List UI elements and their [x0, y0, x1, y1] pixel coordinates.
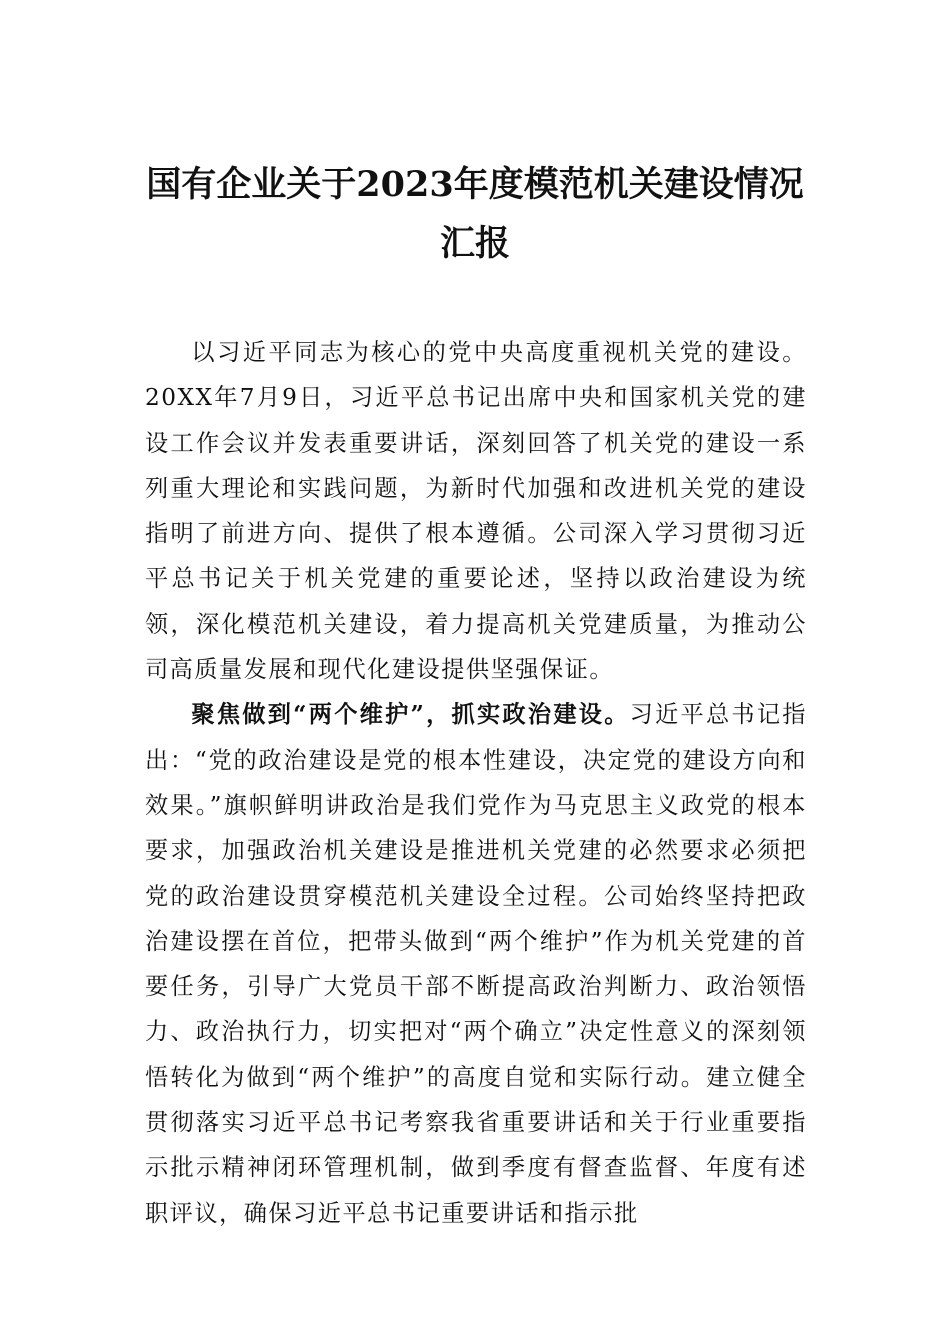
document-body	[145, 330, 807, 1236]
title-line-1: 国有企业关于2023年度模范机关建设情况	[146, 164, 804, 205]
document-title	[140, 155, 810, 273]
paragraph-intro	[145, 330, 807, 692]
paragraph-lead-heading: 聚焦做到“两个维护”，抓实政治建设。	[191, 701, 630, 729]
paragraph-political-building	[145, 692, 807, 1236]
paragraph-text: 习近平总书记指出：“党的政治建设是党的根本性建设，决定党的建设方向和效果。”旗帜鲜明讲政治是我们党作为马克思主义政党的根本要求，加强政治机关建设是推进机关党建的必然要求必须把党的政治建设贯穿模范机关建设全过程。公司始终坚持把政治建设摆在首位，把带头做到“两个维护”作为机关党建的首要任务，引导广大党员干部不断提高政治判断力、政治领悟力、政治执行力，切实把对“两个确立”决定性意义的深刻领悟转化为做到“两个维护”的高度自觉和实际行动。建立健全贯彻落实习近平总书记考察我省重要讲话和关于行业重要指示批示精神闭环管理机制，做到季度有督查监督、年度有述职评议，确保习近平总书记重要讲话和指示批	[145, 701, 807, 1227]
title-line-2: 汇报	[439, 223, 510, 264]
paragraph-text: 以习近平同志为核心的党中央高度重视机关党的建设。20XX年7月9日，习近平总书记出席中央和国家机关党的建设工作会议并发表重要讲话，深刻回答了机关党的建设一系列重大理论和实践问题，为新时代加强和改进机关党的建设指明了前进方向、提供了根本遵循。公司深入学习贯彻习近平总书记关于机关党建的重要论述，坚持以政治建设为统领，深化模范机关建设，着力提高机关党建质量，为推动公司高质量发展和现代化建设提供坚强保证。	[145, 339, 807, 684]
